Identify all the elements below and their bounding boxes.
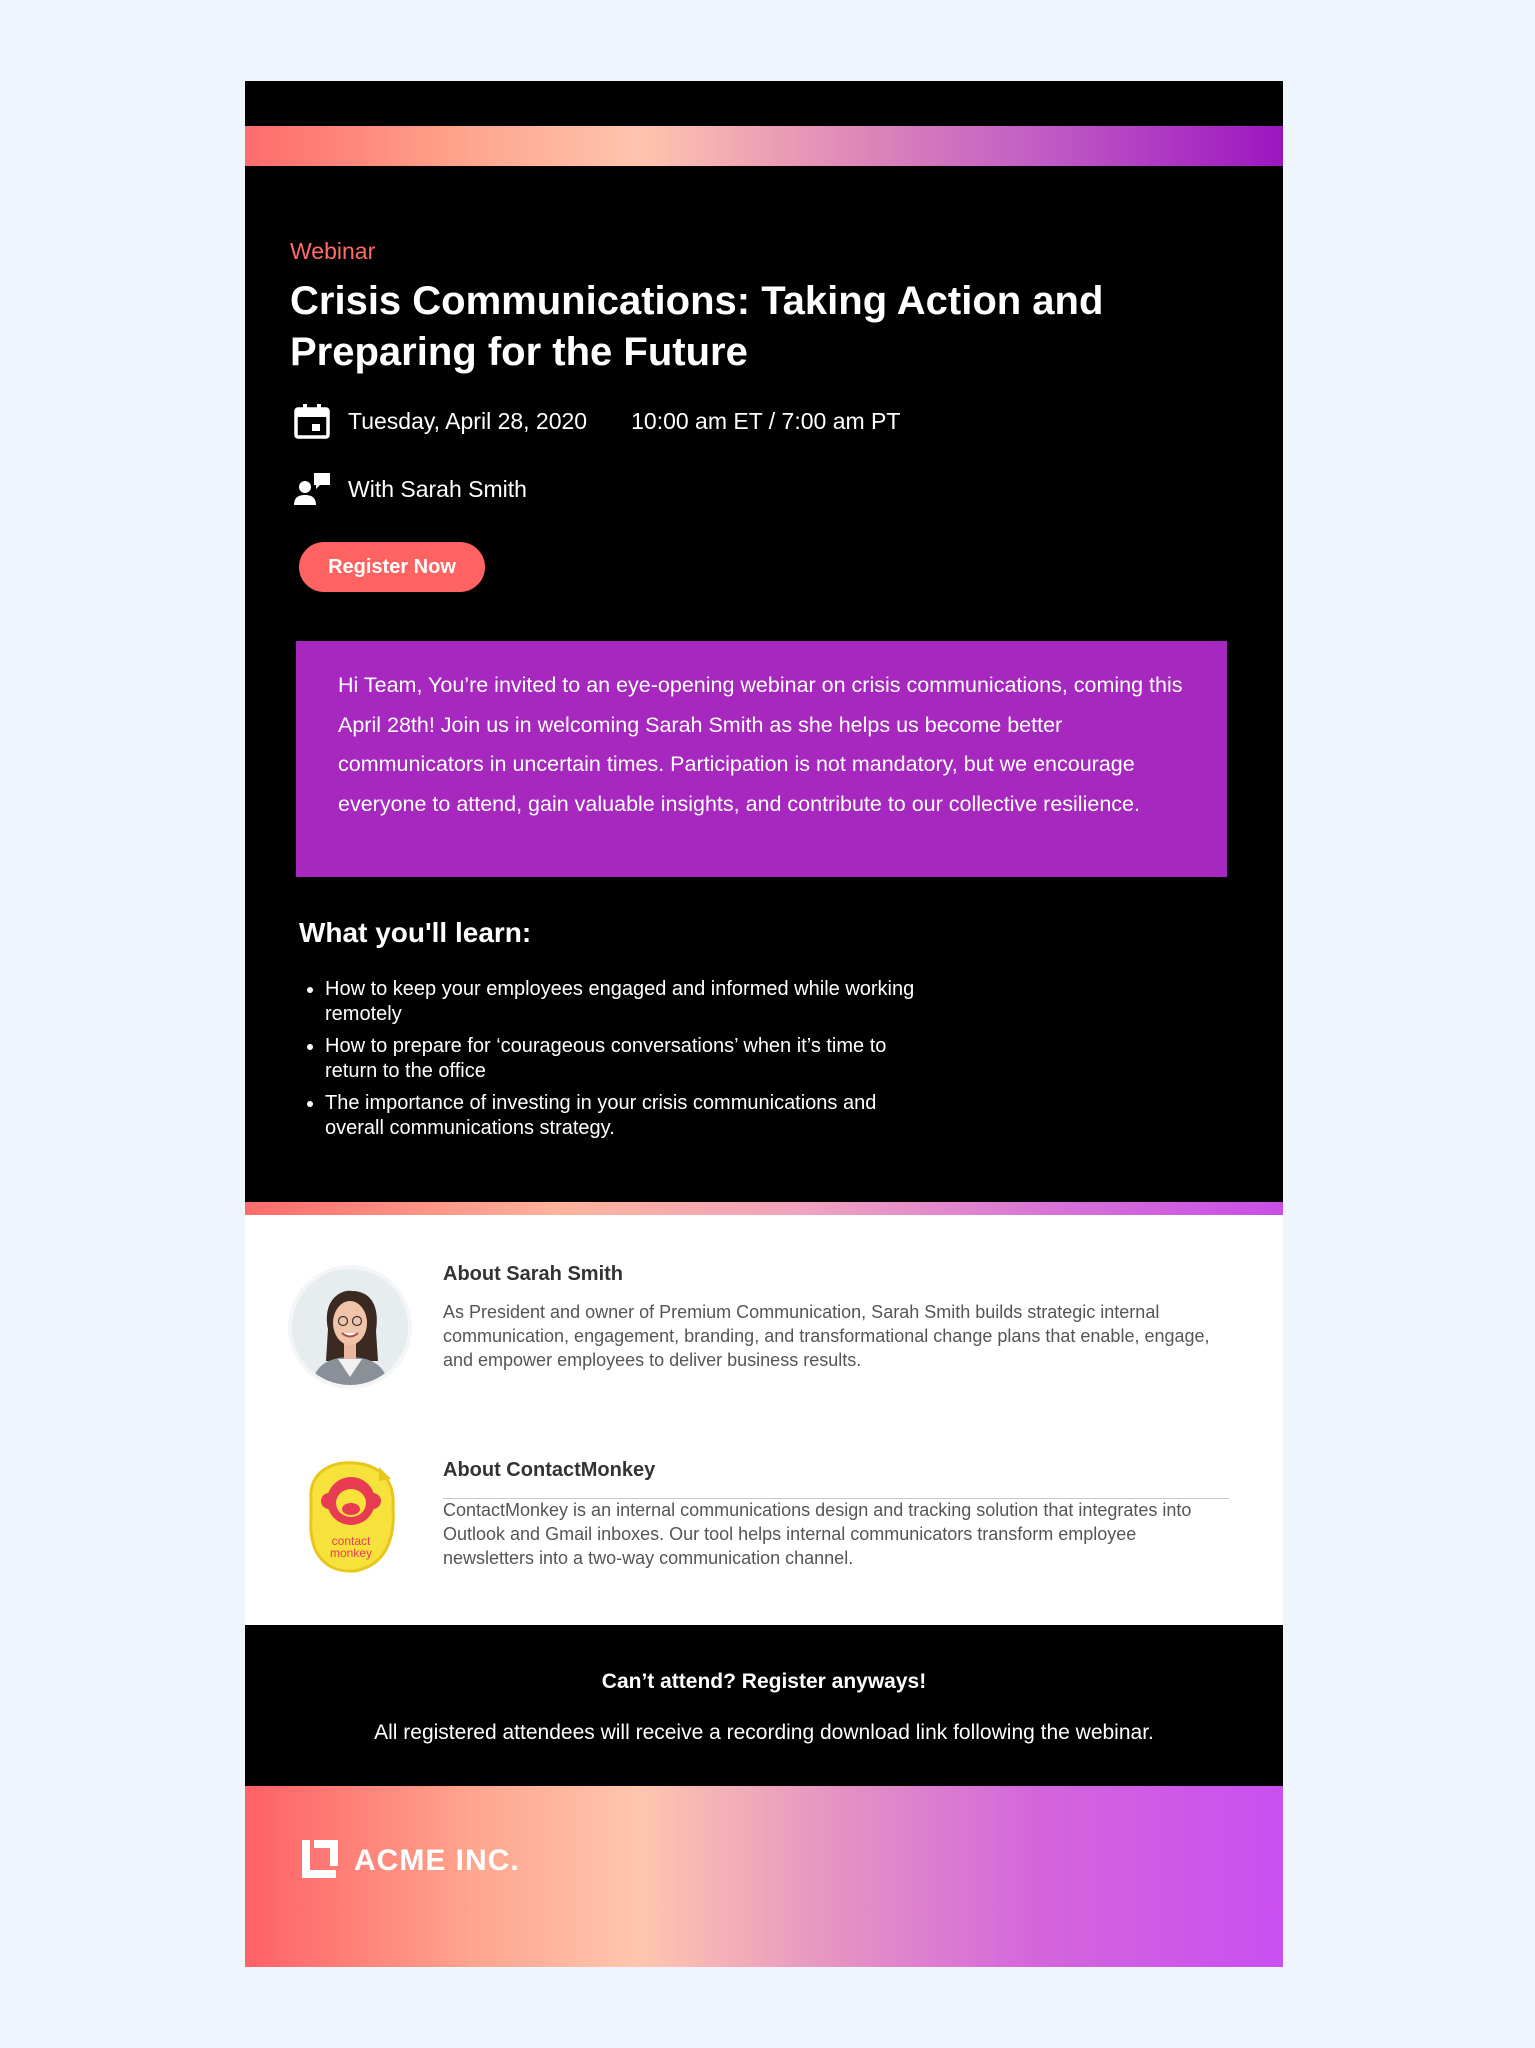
list-item: • How to keep your employees engaged and informed while working remotely xyxy=(325,977,925,1027)
email-container xyxy=(245,81,1283,1967)
about-section xyxy=(245,1215,1283,1625)
register-now-button[interactable]: Register Now xyxy=(299,542,485,592)
acme-logo-icon xyxy=(300,1836,340,1885)
intro-box xyxy=(296,641,1227,877)
contactmonkey-logo xyxy=(303,1459,399,1575)
event-time: 10:00 am ET / 7:00 am PT xyxy=(631,407,901,434)
eyebrow-label: Webinar xyxy=(290,238,376,264)
logo-text-contact: contact xyxy=(331,1534,371,1548)
list-item: • How to prepare for ‘courageous conversations’ when it’s time to return to the office xyxy=(325,1034,925,1084)
logo-text-monkey: monkey xyxy=(329,1546,373,1560)
date-row xyxy=(290,399,900,443)
learn-list xyxy=(305,977,925,1148)
cant-attend-text: All registered attendees will receive a recording download link following the webinar. xyxy=(374,1721,1154,1744)
learn-heading: What you'll learn: xyxy=(299,917,532,948)
brand-name: ACME INC. xyxy=(354,1843,520,1877)
top-gradient-bar xyxy=(245,126,1283,166)
top-black-bar xyxy=(245,81,1283,126)
about-divider xyxy=(443,1498,1229,1499)
mid-gradient-bar xyxy=(245,1202,1283,1215)
about-company-title: About ContactMonkey xyxy=(443,1459,656,1481)
event-date: Tuesday, April 28, 2020 xyxy=(348,407,588,434)
host-name: With Sarah Smith xyxy=(348,475,527,502)
brand-logo xyxy=(300,1836,520,1885)
about-company-text: ContactMonkey is an internal communications design and tracking solution that integrates into Outlook and Gmail inboxes. Our tool helps internal communicators transform employee newsletters into a two-way communication channel. xyxy=(443,1500,1192,1568)
host-row xyxy=(290,467,527,511)
cant-attend-section xyxy=(245,1626,1283,1786)
calendar-icon xyxy=(290,399,334,443)
about-speaker-title: About Sarah Smith xyxy=(443,1263,624,1285)
cant-attend-title: Can’t attend? Register anyways! xyxy=(601,1670,927,1693)
about-speaker-text: As President and owner of Premium Communication, Sarah Smith builds strategic internal communication, engagement, branding, and transformational change plans that enable, engage, and empower employees to deliver business results. xyxy=(443,1302,1210,1370)
list-item: • The importance of investing in your crisis communications and overall communications strategy. xyxy=(325,1091,925,1141)
avatar xyxy=(292,1269,408,1385)
webinar-title: Crisis Communications: Taking Action and Preparing for the Future xyxy=(290,279,1104,374)
intro-text: Hi Team, You’re invited to an eye-opening webinar on crisis communications, coming this April 28th! Join us in welcoming Sarah Smith as she helps us become better communicators in uncertain times. Participation is not mandatory, but we encourage everyone to attend, gain valuable insights, and contribute to our collective resilience. xyxy=(338,673,1183,816)
speaker-chat-icon xyxy=(290,467,334,511)
